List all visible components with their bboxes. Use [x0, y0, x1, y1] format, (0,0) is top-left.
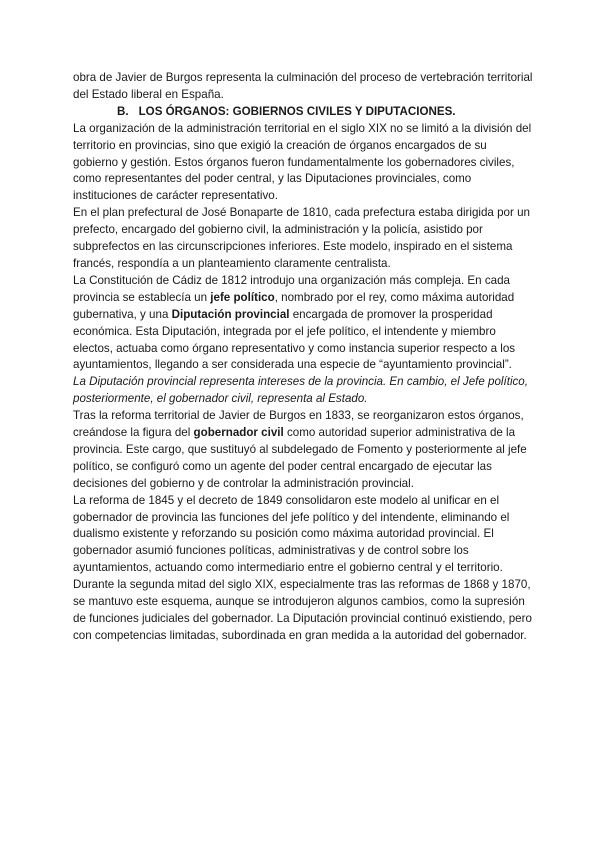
- section-number: B.: [117, 104, 129, 118]
- paragraph-burgos-reform: [73, 408, 533, 493]
- document-page: [73, 70, 533, 645]
- paragraph-italic-note: La Diputación provincial representa intereses de la provincia. En cambio, el Jefe político, posteriormente, el gobernador civil, representa al Estado.: [73, 375, 528, 406]
- paragraph-prefectural-plan: En el plan prefectural de José Bonaparte de 1810, cada prefectura estaba dirigida por un prefecto, encargado del gobierno civil, la administración y la policía, asistido por subprefectos en las circunscripciones inferiores. Este modelo, inspirado en el sistema francés, respondía a un planteamiento claramente centralista.: [73, 206, 530, 270]
- bold-term-diputacion: Diputación provincial: [171, 307, 290, 321]
- text-span: Tras la reforma territorial de Javier de Burgos en 1833, se reorganizaron estos órganos, creándose la figura del: [73, 409, 524, 440]
- paragraph-organization: La organización de la administración territorial en el siglo XIX no se limitó a la división del territorio en provincias, sino que exigió la creación de órganos encargados de su gobierno y gestión. Estos órganos fueron fundamentalmente los gobernadores civiles, como representantes del poder central, y las Diputaciones provinciales, como instituciones de carácter representativo.: [73, 121, 532, 203]
- section-heading: [73, 104, 533, 121]
- text-span: , nombrado por el rey, como máxima autoridad gubernativa, y una: [73, 290, 515, 321]
- paragraph-second-half: Durante la segunda mitad del siglo XIX, especialmente tras las reformas de 1868 y 1870, se mantuvo este esquema, aunque se introdujeron algunos cambios, como la supresión de funciones judiciales del gobernador. La Diputación provincial continuó existiendo, pero con competencias limitadas, subordinada en gran medida a la autoridad del gobernador.: [73, 578, 532, 642]
- text-span: encargada de promover la prosperidad económica. Esta Diputación, integrada por el jefe político, el intendente y miembro electos, actuaba como órgano representativo y como instancia superior respecto a los ayuntamientos, llegando a ser considerada una especie de “ayuntamiento provincial”.: [73, 307, 516, 372]
- section-title: LOS ÓRGANOS: GOBIERNOS CIVILES Y DIPUTACIONES.: [138, 104, 456, 118]
- text-span: La Constitución de Cádiz de 1812 introdujo una organización más compleja. En cada provincia se establecía un: [73, 273, 510, 304]
- paragraph-intro: obra de Javier de Burgos representa la culminación del proceso de vertebración territorial del Estado liberal en España.: [73, 71, 533, 101]
- paragraph-cadiz-constitution: [73, 273, 533, 374]
- text-span: como autoridad superior administrativa de la provincia. Este cargo, que sustituyó al subdelegado de Fomento y posteriormente al jefe político, se configuró como un agente del poder central encargado de ejecutar las decisiones del gobierno y de controlar la administración provincial.: [73, 426, 527, 490]
- bold-term-gobernador-civil: gobernador civil: [193, 426, 284, 440]
- paragraph-1845-reform: La reforma de 1845 y el decreto de 1849 consolidaron este modelo al unificar en el gobernador de provincia las funciones del jefe político y del intendente, eliminando el dualismo existente y reforzando su posición como máxima autoridad provincial. El gobernador asumió funciones políticas, administrativas y de control sobre los ayuntamientos, actuando como intermediario entre el gobierno central y el territorio.: [73, 493, 510, 575]
- bold-term-jefe-politico: jefe político: [210, 290, 275, 304]
